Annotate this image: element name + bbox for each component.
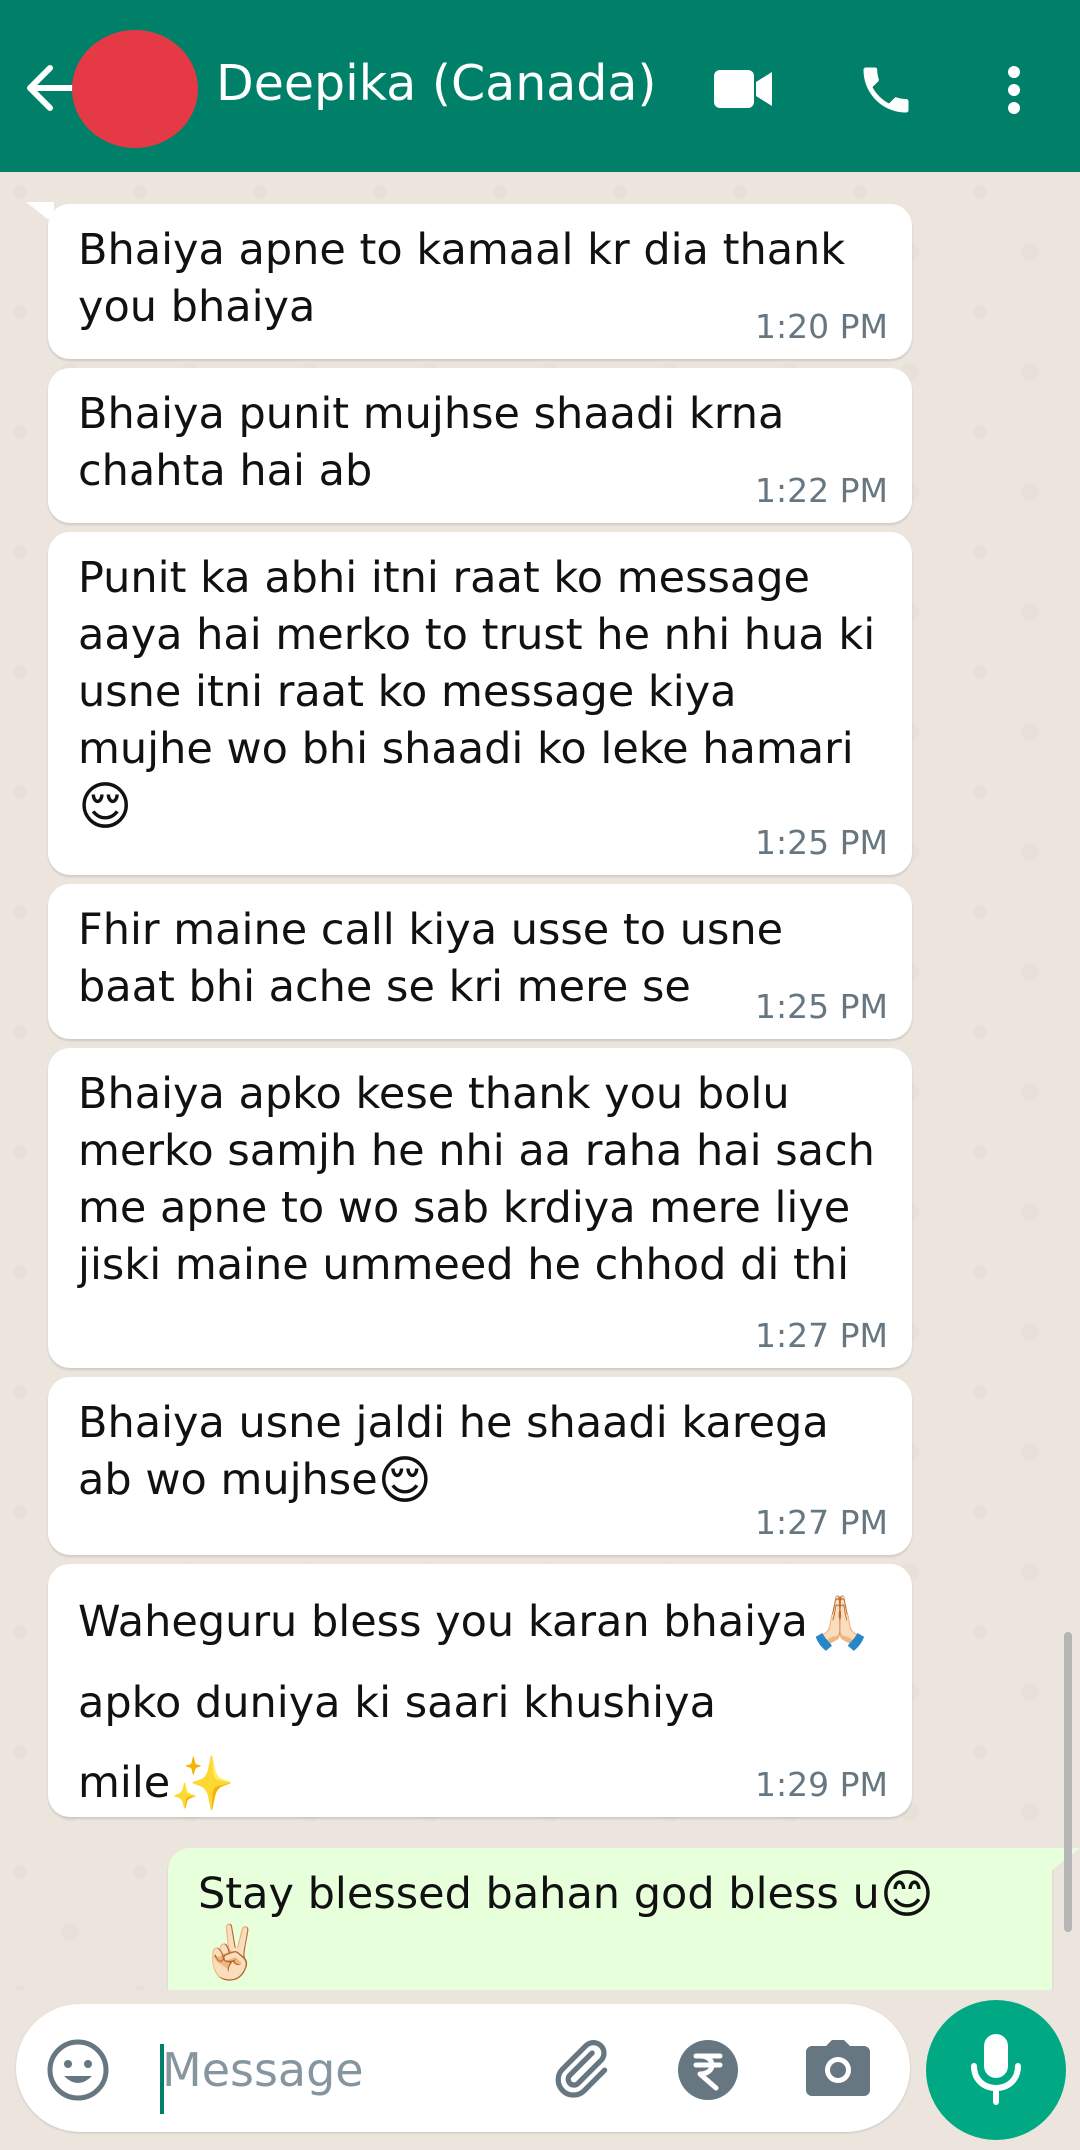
message-text: Waheguru bless you karan bhaiya xyxy=(78,1597,808,1647)
message-text-wrap xyxy=(78,550,888,836)
relieved-face-emoji: 😌 xyxy=(377,1451,432,1511)
camera-icon[interactable] xyxy=(806,2040,870,2100)
message-bubble-incoming[interactable] xyxy=(48,884,912,1039)
relieved-face-emoji: 😌 xyxy=(78,777,133,837)
rupee-payment-icon[interactable] xyxy=(676,2038,740,2106)
contact-name[interactable]: Deepika (Canada) xyxy=(216,55,657,112)
attach-icon[interactable] xyxy=(544,2034,614,2108)
avatar[interactable] xyxy=(72,30,198,148)
message-text: Stay blessed bahan god bless u xyxy=(198,1869,880,1919)
message-text-wrap xyxy=(198,1866,1028,1982)
message-text: Bhaiya usne jaldi he shaadi karega ab wo mujhse xyxy=(78,1398,829,1505)
message-text-wrap xyxy=(78,1395,888,1510)
mic-icon xyxy=(970,2034,1022,2106)
emoji-icon[interactable] xyxy=(46,2038,110,2106)
more-options-icon[interactable] xyxy=(1000,62,1028,122)
folded-hands-emoji: 🙏🏻 xyxy=(807,1593,873,1653)
chat-header xyxy=(0,0,1080,172)
message-text: Bhaiya apne to kamaal kr dia thank you bhaiya xyxy=(78,225,846,332)
chat-area[interactable] xyxy=(0,172,1080,1990)
smiling-face-emoji: 😊 xyxy=(879,1865,934,1925)
message-bubble-incoming[interactable] xyxy=(48,1564,912,1817)
message-bubble-incoming[interactable] xyxy=(48,1048,912,1368)
message-input-pill xyxy=(16,2004,910,2132)
message-text: Fhir maine call kiya usse to usne baat bhi ache se kri mere se xyxy=(78,905,784,1012)
back-arrow-icon[interactable] xyxy=(20,60,80,116)
message-time: 1:25 PM xyxy=(755,987,888,1026)
victory-hand-emoji: ✌🏻 xyxy=(198,1923,263,1983)
message-time: 1:20 PM xyxy=(755,307,888,346)
input-bar xyxy=(0,1990,1080,2150)
message-time: 1:29 PM xyxy=(755,1765,888,1804)
mic-button[interactable] xyxy=(926,2000,1066,2140)
message-bubble-incoming[interactable] xyxy=(48,204,912,359)
message-text: Bhaiya punit mujhse shaadi krna chahta hai ab xyxy=(78,389,785,496)
message-bubble-incoming[interactable] xyxy=(48,532,912,875)
message-input[interactable] xyxy=(160,2034,534,2106)
message-bubble-incoming[interactable] xyxy=(48,1377,912,1555)
text-cursor xyxy=(160,2044,164,2114)
message-text: apko duniya ki saari khushiya mile xyxy=(78,1678,716,1808)
message-time: 1:27 PM xyxy=(755,1503,888,1542)
video-call-icon[interactable] xyxy=(712,66,774,116)
message-text: Punit ka abhi itni raat ko message aaya hai merko to trust he nhi hua ki usne itni raat ko message kiya mujhe wo bhi shaadi ko leke hamari xyxy=(78,553,876,774)
scrollbar[interactable] xyxy=(1064,1632,1072,1932)
message-time: 1:25 PM xyxy=(755,823,888,862)
message-time: 1:22 PM xyxy=(755,471,888,510)
voice-call-icon[interactable] xyxy=(856,60,916,124)
sparkles-emoji: ✨ xyxy=(170,1754,235,1814)
message-time: 1:27 PM xyxy=(755,1316,888,1355)
message-text: Bhaiya apko kese thank you bolu merko samjh he nhi aa raha hai sach me apne to wo sab krdiya mere liye jiski maine ummeed he chhod di thi xyxy=(78,1069,875,1290)
message-bubble-incoming[interactable] xyxy=(48,368,912,523)
message-bubble-outgoing[interactable] xyxy=(168,1848,1052,1990)
